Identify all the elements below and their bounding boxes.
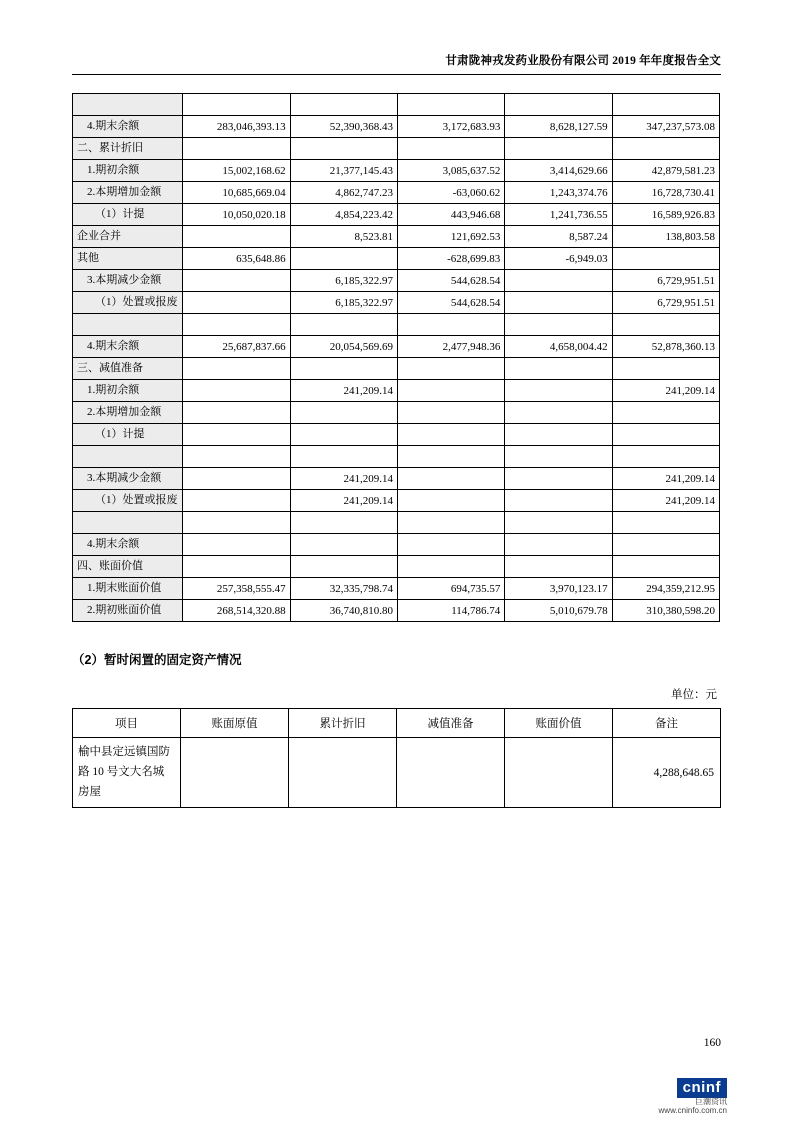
cell-value: 1,241,736.55	[505, 204, 612, 226]
row-label: 四、账面价值	[73, 556, 183, 578]
unit-label: 单位：元	[671, 689, 717, 701]
cell-value: 241,209.14	[290, 468, 397, 490]
cell-value	[397, 424, 504, 446]
cell-value: 21,377,145.43	[290, 160, 397, 182]
cell-value: 241,209.14	[290, 490, 397, 512]
cell-value	[290, 424, 397, 446]
row-label: 3.本期减少金额	[73, 468, 183, 490]
cell-value: 52,390,368.43	[290, 116, 397, 138]
cell-accumulated-depreciation	[289, 738, 397, 808]
cell-value: 121,692.53	[397, 226, 504, 248]
table-row	[73, 600, 720, 622]
table-row	[73, 380, 720, 402]
table-row	[73, 116, 720, 138]
cell-value	[505, 424, 612, 446]
cell-value	[397, 534, 504, 556]
cell-value	[505, 358, 612, 380]
cell-value	[290, 94, 397, 116]
table-row	[73, 270, 720, 292]
table-row	[73, 738, 721, 808]
row-label: 1.期初余额	[73, 380, 183, 402]
row-label: 2.期初账面价值	[73, 600, 183, 622]
logo-mark: cninf	[677, 1078, 727, 1098]
cell-value	[505, 512, 612, 534]
cell-book-value	[505, 738, 613, 808]
cell-value	[612, 314, 719, 336]
row-label: 二、累计折旧	[73, 138, 183, 160]
cell-value: 544,628.54	[397, 292, 504, 314]
cell-value: 257,358,555.47	[183, 578, 290, 600]
row-label: 2.本期增加金额	[73, 182, 183, 204]
cell-value: 1,243,374.76	[505, 182, 612, 204]
cell-value: 3,172,683.93	[397, 116, 504, 138]
cell-value: 2,477,948.36	[397, 336, 504, 358]
cell-value: 114,786.74	[397, 600, 504, 622]
cell-value	[290, 248, 397, 270]
cell-value	[612, 534, 719, 556]
cell-value	[290, 358, 397, 380]
table-row	[73, 160, 720, 182]
row-label: （1）处置或报废	[73, 292, 183, 314]
cell-original-value	[181, 738, 289, 808]
cell-value	[183, 226, 290, 248]
cell-value: 10,685,669.04	[183, 182, 290, 204]
col-impairment-provision: 减值准备	[397, 709, 505, 738]
table-row	[73, 424, 720, 446]
cell-value	[183, 424, 290, 446]
row-label: （1）处置或报废	[73, 490, 183, 512]
cell-value	[290, 402, 397, 424]
cell-value: 6,729,951.51	[612, 292, 719, 314]
cell-value	[183, 292, 290, 314]
cell-value: 241,209.14	[612, 490, 719, 512]
cell-value	[183, 94, 290, 116]
page-header	[72, 0, 721, 68]
cell-value: 20,054,569.69	[290, 336, 397, 358]
cell-value: 25,687,837.66	[183, 336, 290, 358]
cell-value	[290, 446, 397, 468]
table-row	[73, 358, 720, 380]
cell-item: 榆中县定远镇国防路 10 号文大名城房屋	[73, 738, 181, 808]
table-row	[73, 402, 720, 424]
table-row	[73, 534, 720, 556]
cell-value: 8,628,127.59	[505, 116, 612, 138]
row-label: 企业合并	[73, 226, 183, 248]
cell-value	[505, 380, 612, 402]
cell-value	[612, 512, 719, 534]
cell-value: 4,854,223.42	[290, 204, 397, 226]
cell-value	[397, 402, 504, 424]
logo-url: www.cninfo.com.cn	[658, 1106, 727, 1115]
row-label: 1.期末账面价值	[73, 578, 183, 600]
row-label: 三、减值准备	[73, 358, 183, 380]
table-row	[73, 94, 720, 116]
cell-value: 138,803.58	[612, 226, 719, 248]
cell-value: 294,359,212.95	[612, 578, 719, 600]
cell-value	[505, 534, 612, 556]
cell-value: 3,970,123.17	[505, 578, 612, 600]
cell-value	[612, 138, 719, 160]
table-row	[73, 292, 720, 314]
table-row	[73, 336, 720, 358]
cell-value: 4,862,747.23	[290, 182, 397, 204]
table-header-row	[73, 709, 721, 738]
section-title: （2）暂时闲置的固定资产情况	[72, 653, 242, 667]
cell-value	[183, 270, 290, 292]
cell-value	[397, 490, 504, 512]
cell-value: 241,209.14	[612, 468, 719, 490]
cell-value	[290, 138, 397, 160]
cell-value	[183, 468, 290, 490]
cell-value: 36,740,810.80	[290, 600, 397, 622]
cell-value	[183, 534, 290, 556]
cell-value	[183, 358, 290, 380]
row-label	[73, 512, 183, 534]
cell-value	[612, 248, 719, 270]
cell-remark: 4,288,648.65	[613, 738, 721, 808]
cell-value	[290, 556, 397, 578]
cell-value	[183, 380, 290, 402]
cell-value	[397, 380, 504, 402]
cell-value	[612, 94, 719, 116]
cell-value	[612, 424, 719, 446]
table-row	[73, 226, 720, 248]
cell-value	[397, 138, 504, 160]
cell-value: 3,085,637.52	[397, 160, 504, 182]
table-row	[73, 556, 720, 578]
cell-value	[397, 314, 504, 336]
cell-value: 635,648.86	[183, 248, 290, 270]
cell-value: -63,060.62	[397, 182, 504, 204]
cell-value	[505, 292, 612, 314]
row-label: 其他	[73, 248, 183, 270]
cell-value: 6,185,322.97	[290, 270, 397, 292]
cell-value: 16,728,730.41	[612, 182, 719, 204]
cell-value	[505, 556, 612, 578]
cell-value: 4,658,004.42	[505, 336, 612, 358]
cell-value	[505, 94, 612, 116]
table-row	[73, 578, 720, 600]
row-label	[73, 94, 183, 116]
cell-value: 52,878,360.13	[612, 336, 719, 358]
cell-value	[290, 314, 397, 336]
cell-value	[290, 534, 397, 556]
cell-value	[183, 314, 290, 336]
cell-value	[183, 138, 290, 160]
cell-value: 443,946.68	[397, 204, 504, 226]
cninfo-logo	[659, 1078, 727, 1115]
cell-value	[290, 512, 397, 534]
row-label: （1）计提	[73, 424, 183, 446]
cell-value	[183, 512, 290, 534]
cell-value: 10,050,020.18	[183, 204, 290, 226]
col-remark: 备注	[613, 709, 721, 738]
cell-value: 42,879,581.23	[612, 160, 719, 182]
row-label	[73, 446, 183, 468]
cell-value: 15,002,168.62	[183, 160, 290, 182]
cell-value: 694,735.57	[397, 578, 504, 600]
cell-value: 16,589,926.83	[612, 204, 719, 226]
cell-value: 8,587.24	[505, 226, 612, 248]
table-row	[73, 182, 720, 204]
col-original-value: 账面原值	[181, 709, 289, 738]
cell-value	[505, 490, 612, 512]
row-label	[73, 314, 183, 336]
cell-value	[505, 138, 612, 160]
col-accumulated-depreciation: 累计折旧	[289, 709, 397, 738]
row-label: 1.期初余额	[73, 160, 183, 182]
cell-value: -628,699.83	[397, 248, 504, 270]
cell-value: 268,514,320.88	[183, 600, 290, 622]
cell-value	[397, 446, 504, 468]
cell-value: 32,335,798.74	[290, 578, 397, 600]
cell-value	[183, 556, 290, 578]
cell-value	[183, 402, 290, 424]
cell-value	[505, 468, 612, 490]
row-label: （1）计提	[73, 204, 183, 226]
cell-value: 544,628.54	[397, 270, 504, 292]
cell-value	[612, 402, 719, 424]
cell-value	[612, 446, 719, 468]
fixed-assets-table	[72, 93, 720, 622]
cell-value	[612, 358, 719, 380]
cell-value	[183, 490, 290, 512]
page-number: 160	[703, 1037, 721, 1049]
table-row	[73, 138, 720, 160]
table-row	[73, 468, 720, 490]
row-label: 2.本期增加金额	[73, 402, 183, 424]
col-item: 项目	[73, 709, 181, 738]
cell-value	[397, 556, 504, 578]
table-row	[73, 512, 720, 534]
cell-value: 241,209.14	[290, 380, 397, 402]
cell-value: 347,237,573.08	[612, 116, 719, 138]
idle-assets-table	[72, 708, 721, 808]
cell-impairment-provision	[397, 738, 505, 808]
table-row	[73, 248, 720, 270]
cell-value	[505, 402, 612, 424]
row-label: 4.期末余额	[73, 116, 183, 138]
header-divider	[72, 74, 721, 75]
table-row	[73, 490, 720, 512]
logo-chinese-name: 巨潮资讯	[695, 1097, 727, 1106]
cell-value	[397, 512, 504, 534]
cell-value: 3,414,629.66	[505, 160, 612, 182]
cell-value	[397, 358, 504, 380]
table-row	[73, 314, 720, 336]
cell-value	[397, 94, 504, 116]
cell-value: 6,185,322.97	[290, 292, 397, 314]
row-label: 4.期末余额	[73, 336, 183, 358]
row-label: 4.期末余额	[73, 534, 183, 556]
header-title: 甘肃陇神戎发药业股份有限公司 2019 年年度报告全文	[445, 55, 721, 67]
cell-value: 310,380,598.20	[612, 600, 719, 622]
cell-value: 241,209.14	[612, 380, 719, 402]
cell-value	[505, 270, 612, 292]
cell-value: 5,010,679.78	[505, 600, 612, 622]
cell-value: 8,523.81	[290, 226, 397, 248]
cell-value: 6,729,951.51	[612, 270, 719, 292]
col-book-value: 账面价值	[505, 709, 613, 738]
cell-value: -6,949.03	[505, 248, 612, 270]
cell-value	[505, 446, 612, 468]
row-label: 3.本期减少金额	[73, 270, 183, 292]
table-row	[73, 446, 720, 468]
table-row	[73, 204, 720, 226]
cell-value	[397, 468, 504, 490]
cell-value	[612, 556, 719, 578]
cell-value	[505, 314, 612, 336]
cell-value: 283,046,393.13	[183, 116, 290, 138]
cell-value	[183, 446, 290, 468]
